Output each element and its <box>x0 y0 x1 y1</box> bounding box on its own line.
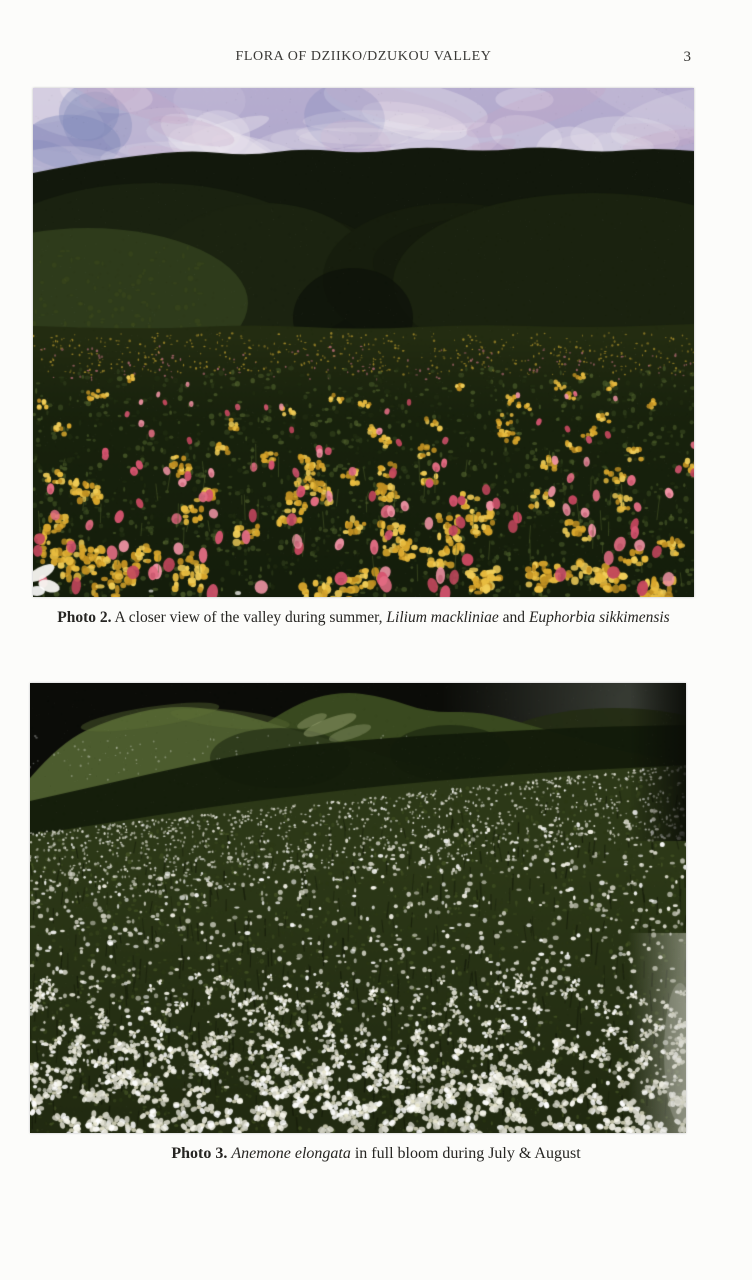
photo-3-caption <box>0 1141 752 1166</box>
photo-2-caption-label: Photo 2. <box>57 609 112 626</box>
figure-photo-3 <box>30 683 686 1162</box>
photo-3-image <box>30 683 686 1133</box>
photo-3-caption-species-1: Anemone elongata <box>231 1145 351 1162</box>
photo-3-caption-text: in full bloom during July & August <box>350 1145 581 1162</box>
photo-2-caption-connector: and <box>498 609 529 626</box>
photo-2-caption-species-2: Euphorbia sikkimensis <box>528 609 670 626</box>
photo-2-caption-species-1: Lilium mackliniae <box>386 609 499 626</box>
photo-3-caption-label: Photo 3. <box>171 1145 228 1162</box>
figure-photo-2 <box>33 88 694 626</box>
photo-2-caption <box>33 606 694 630</box>
running-header-title: FLORA OF DZIIKO/DZUKOU VALLEY <box>235 49 492 64</box>
photo-2-image <box>33 88 694 597</box>
page-number: 3 <box>683 49 691 65</box>
running-header <box>33 49 694 71</box>
photo-2-caption-text: A closer view of the valley during summer, <box>111 609 387 626</box>
